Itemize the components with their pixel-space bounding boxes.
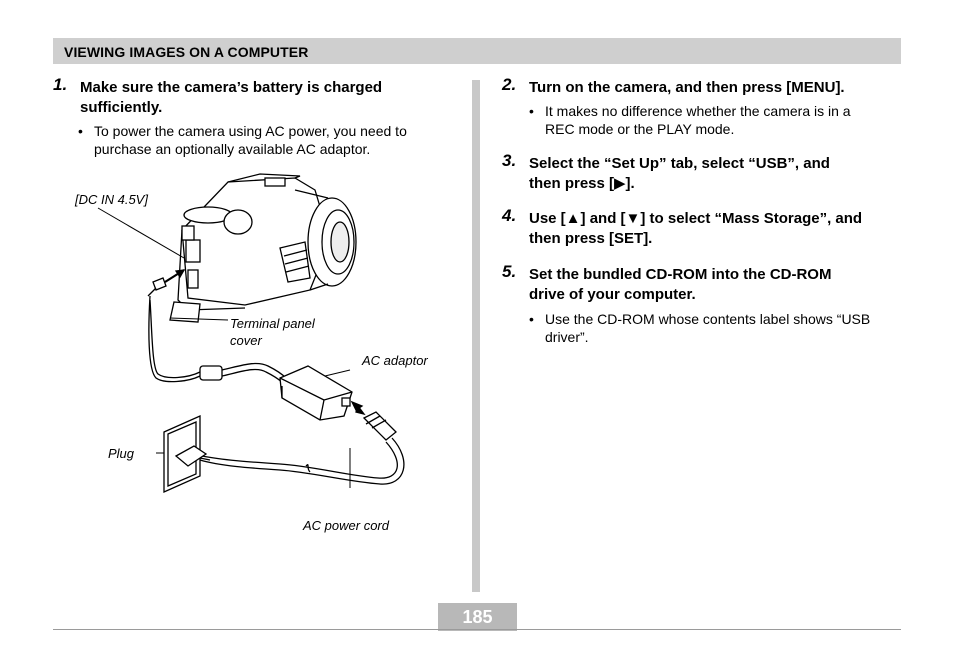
step-4	[502, 206, 902, 253]
step-text-line: then press [SET].	[529, 230, 653, 247]
page-number-badge	[438, 603, 517, 631]
section-header-bar	[53, 38, 901, 64]
callout-dc-in: [DC IN 4.5V]	[75, 192, 148, 207]
step-number: 1.	[53, 75, 68, 94]
bullet-text-line: REC mode or the PLAY mode.	[545, 121, 735, 137]
step-number: 5.	[502, 262, 517, 281]
camera-ac-adaptor-illustration	[60, 170, 460, 550]
step-number: 4.	[502, 206, 517, 225]
ferrite-core-icon	[200, 366, 222, 380]
bullet-text-line: driver”.	[545, 329, 589, 345]
bullet-text	[545, 310, 870, 346]
page-number: 185	[462, 607, 493, 627]
step-text-line: Make sure the camera’s battery is charged	[80, 79, 383, 96]
callout-ac-power-cord: AC power cord	[303, 518, 389, 533]
step-text	[529, 154, 830, 194]
step-text-line: then press [▶].	[529, 175, 635, 192]
step-text-line: Set the bundled CD-ROM into the CD-ROM	[529, 266, 832, 283]
callout-line: cover	[230, 333, 262, 348]
bullet-text-line: It makes no difference whether the camera is in a	[545, 103, 851, 119]
bullet-item	[529, 102, 899, 142]
callout-terminal-panel-cover	[230, 315, 315, 349]
step-text	[80, 78, 382, 118]
section-title: VIEWING IMAGES ON A COMPUTER	[64, 44, 309, 60]
bullet-dot: •	[529, 311, 534, 327]
ac-connector-icon	[356, 406, 396, 440]
bullet-text-line: Use the CD-ROM whose contents label shows “USB	[545, 311, 871, 327]
bullet-text-line: purchase an optionally available AC adaptor.	[94, 141, 371, 157]
callout-ac-adaptor: AC adaptor	[362, 353, 428, 368]
bullet-item	[78, 122, 458, 162]
bullet-text-line: To power the camera using AC power, you need to	[94, 123, 407, 139]
bullet-text	[94, 122, 407, 158]
step-text	[529, 265, 831, 305]
step-number: 2.	[502, 75, 517, 94]
camera-icon	[170, 174, 356, 322]
callout-line: Terminal panel	[230, 316, 315, 331]
bullet-text	[545, 102, 851, 138]
footer-rule	[53, 629, 901, 630]
step-3	[502, 151, 902, 198]
step-1	[53, 75, 453, 122]
column-divider	[472, 80, 480, 592]
step-text	[529, 209, 862, 249]
ac-power-cord	[200, 438, 404, 484]
ac-adaptor-icon	[280, 366, 362, 420]
step-number: 3.	[502, 151, 517, 170]
bullet-dot: •	[78, 123, 83, 139]
bullet-dot: •	[529, 103, 534, 119]
step-text-line: Use [▲] and [▼] to select “Mass Storage”, and	[529, 210, 863, 227]
step-5	[502, 262, 902, 309]
step-text-line: Select the “Set Up” tab, select “USB”, and	[529, 155, 830, 172]
bullet-item	[529, 310, 899, 350]
step-text: Turn on the camera, and then press [MENU].	[529, 79, 845, 96]
step-text-line: sufficiently.	[80, 99, 163, 116]
step-text-line: drive of your computer.	[529, 286, 696, 303]
callout-plug: Plug	[108, 446, 135, 461]
step-2	[502, 75, 902, 102]
wall-socket-icon	[164, 416, 210, 492]
